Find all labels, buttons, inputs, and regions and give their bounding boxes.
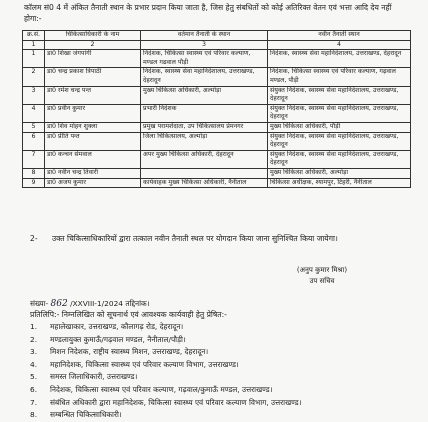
serial-cell: 6 (23, 132, 45, 150)
transfer-table (22, 30, 411, 188)
header-serial: क्र.सं. (23, 31, 45, 41)
header-current-posting: वर्तमान तैनाती के स्थान (141, 31, 268, 41)
name-cell: डा0 चन्द्र प्रकाश त्रिपाठी (45, 68, 141, 86)
list-item-text: समस्त जिलाधिकारी, उत्तराखण्ड। (50, 372, 138, 382)
list-item (30, 409, 415, 422)
serial-cell: 1 (23, 50, 45, 68)
list-item (30, 371, 415, 384)
list-item-text: मिशन निदेशक, राष्ट्रीय स्वास्थ्य मिशन, उत्तराखण्ड, देहरादून। (50, 347, 209, 357)
signatory-designation: उप सचिव (309, 277, 335, 285)
current-posting-cell (141, 168, 268, 178)
copy-to-line: प्रतिलिपि:- निम्नलिखित को सूचनार्थ एवं आवश्यक कार्यवाही हेतु प्रेषित:- (30, 310, 227, 319)
list-item (30, 334, 415, 347)
paragraph-number: 2- (30, 234, 38, 243)
reference-number: 862 (50, 299, 68, 309)
current-posting-cell: प्रभारी निदेशक (141, 104, 268, 122)
list-item (30, 359, 415, 372)
column-number: 3 (141, 40, 268, 50)
serial-cell: 2 (23, 68, 45, 86)
list-item (30, 397, 415, 410)
list-item-number: 3. (30, 347, 38, 357)
name-cell: डा0 शिखा जंगपांगी (45, 50, 141, 68)
table-row (23, 86, 411, 104)
current-posting-cell: कार्यवाहक मुख्य चिकित्सा अधिकारी, नैनीताल (141, 178, 268, 188)
new-posting-cell: संयुक्त निदेशक, स्वास्थ्य सेवा महानिदेशालय, उत्तराखण्ड, देहरादून (268, 104, 411, 122)
reference-line (30, 299, 150, 309)
table-row (23, 68, 411, 86)
list-item-number: 5. (30, 372, 38, 382)
serial-cell: 7 (23, 150, 45, 168)
name-cell: डा0 प्रवीन कुमार (45, 104, 141, 122)
reference-label: संख्या- (30, 299, 49, 308)
serial-cell: 5 (23, 122, 45, 132)
name-cell: डा0 कन्चन सेमवाल (45, 150, 141, 168)
table-row (23, 150, 411, 168)
signature-block (262, 265, 382, 287)
reference-suffix: /XXVIII-1/2024 तद्दिनांक। (70, 299, 150, 308)
new-posting-cell: संयुक्त निदेशक, स्वास्थ्य सेवा महानिदेशालय, उत्तराखण्ड, देहरादून (268, 132, 411, 150)
list-item-number: 6. (30, 384, 38, 394)
serial-cell: 3 (23, 86, 45, 104)
serial-cell: 8 (23, 168, 45, 178)
intro-paragraph: कॉलम सं0 4 में अंकित तैनाती स्थान के प्रभार प्रदान किया जाता है, जिस हेतु संबधितों को कोई अतिरिक्त वेतन एवं भत्ता आदि देय नहीं होगा:- (24, 3, 392, 23)
table-row (23, 168, 411, 178)
list-item-text: महानिदेशक, चिकित्सा स्वास्थ्य एवं परिवार कल्याण विभाग, उत्तराखण्ड। (50, 359, 239, 369)
list-item (30, 346, 415, 359)
list-item-text: निदेशक, चिकित्सा स्वास्थ्य एवं परिवार कल्याण, गढ़वाल/कुमाऊँ मण्डल, उत्तराखण्ड। (50, 384, 273, 394)
current-posting-cell: प्रमुख परामर्शदाता, उप चिकित्सालय प्रेमनगर (141, 122, 268, 132)
paragraph-text: उक्त चिकित्साधिकारियों द्वारा तत्काल नवीन तैनाती स्थल पर योगदान किया जाना सुनिश्चित किया जायेगा। (52, 234, 338, 243)
list-item-number: 4. (30, 359, 38, 369)
current-posting-cell: अपर मुख्य चिकित्सा अधिकारी, देहरादून (141, 150, 268, 168)
header-new-posting: नवीन तैनाती स्थान (268, 31, 411, 41)
new-posting-cell: चिकित्सा अधीक्षक, श्यामपुर, टिहरी, नैनीताल (268, 178, 411, 188)
column-number: 2 (45, 40, 141, 50)
list-item-number: 8. (30, 410, 38, 420)
list-item-number: 7. (30, 397, 38, 407)
list-item (30, 321, 415, 334)
new-posting-cell: संयुक्त निदेशक, स्वास्थ्य सेवा महानिदेशालय, उत्तराखण्ड, देहरादून (268, 150, 411, 168)
column-number: 4 (268, 40, 411, 50)
serial-cell: 4 (23, 104, 45, 122)
list-item-text: सम्बन्धित चिकित्साधिकारी। (50, 410, 122, 420)
new-posting-cell: संयुक्त निदेशक, स्वास्थ्य सेवा महानिदेशालय, उत्तराखण्ड, देहरादून (268, 86, 411, 104)
current-posting-cell: मुख्य चिकित्सा अधिकारी, अल्मोड़ा (141, 86, 268, 104)
column-number-row (23, 40, 411, 50)
name-cell: डा0 रमेश चन्द्र पन्त (45, 86, 141, 104)
header-name: चिकित्साधिकारी के नाम (45, 31, 141, 41)
new-posting-cell: मुख्य चिकित्सा अधिकारी, अल्मोड़ा (268, 168, 411, 178)
new-posting-cell: मुख्य चिकित्सा अधिकारी, पौड़ी (268, 122, 411, 132)
table-row (23, 178, 411, 188)
signatory-name: (अनुप कुमार मिश्रा) (296, 266, 348, 274)
list-item-number: 2. (30, 334, 38, 344)
table-row (23, 50, 411, 68)
list-item-number: 1. (30, 322, 38, 331)
table-row (23, 132, 411, 150)
name-cell: डा0 नवीन चन्द्र तिवारी (45, 168, 141, 178)
name-cell: डा0 प्रीति पन्त (45, 132, 141, 150)
name-cell: डा0 अजय कुमार (45, 178, 141, 188)
paragraph-2 (30, 232, 410, 245)
column-number: 1 (23, 40, 45, 50)
new-posting-cell: निदेशक, स्वास्थ्य सेवा महानिदेशालय, उत्तराखण्ड, देहरादून (268, 50, 411, 68)
list-item-text: महालेखाकार, उत्तराखण्ड, कौलागढ़ रोड, देहरादून। (50, 322, 184, 331)
list-item (30, 384, 415, 397)
table-row (23, 122, 411, 132)
name-cell: डा0 शिव मोहन शुक्ला (45, 122, 141, 132)
serial-cell: 9 (23, 178, 45, 188)
current-posting-cell: निदेशक, स्वास्थ्य सेवा महानिदेशालय, उत्तराखण्ड, देहरादून (141, 68, 268, 86)
current-posting-cell: निदेशक, चिकित्सा स्वास्थ्य एवं परिवार कल्याण, मण्डल गढवाल पौड़ी (141, 50, 268, 68)
table-row (23, 104, 411, 122)
distribution-list (30, 321, 415, 422)
list-item-text: संबंधित अधिकारी द्वारा महानिदेशक, चिकित्सा स्वास्थ्य एवं परिवार कल्याण विभाग, उत्तराखण्ड। (50, 397, 302, 407)
current-posting-cell: जिला चिकित्सालय, अल्मोड़ा (141, 132, 268, 150)
table-header-row (23, 31, 411, 41)
list-item-text: मण्डलायुक्त कुमाऊँ/गढ़वाल मण्डल, नैनीताल/पौड़ी। (50, 334, 186, 344)
new-posting-cell: निदेशक, चिकित्सा स्वास्थ्य एवं परिवार कल्याण, गढ़वाल मण्डल, पौड़ी (268, 68, 411, 86)
